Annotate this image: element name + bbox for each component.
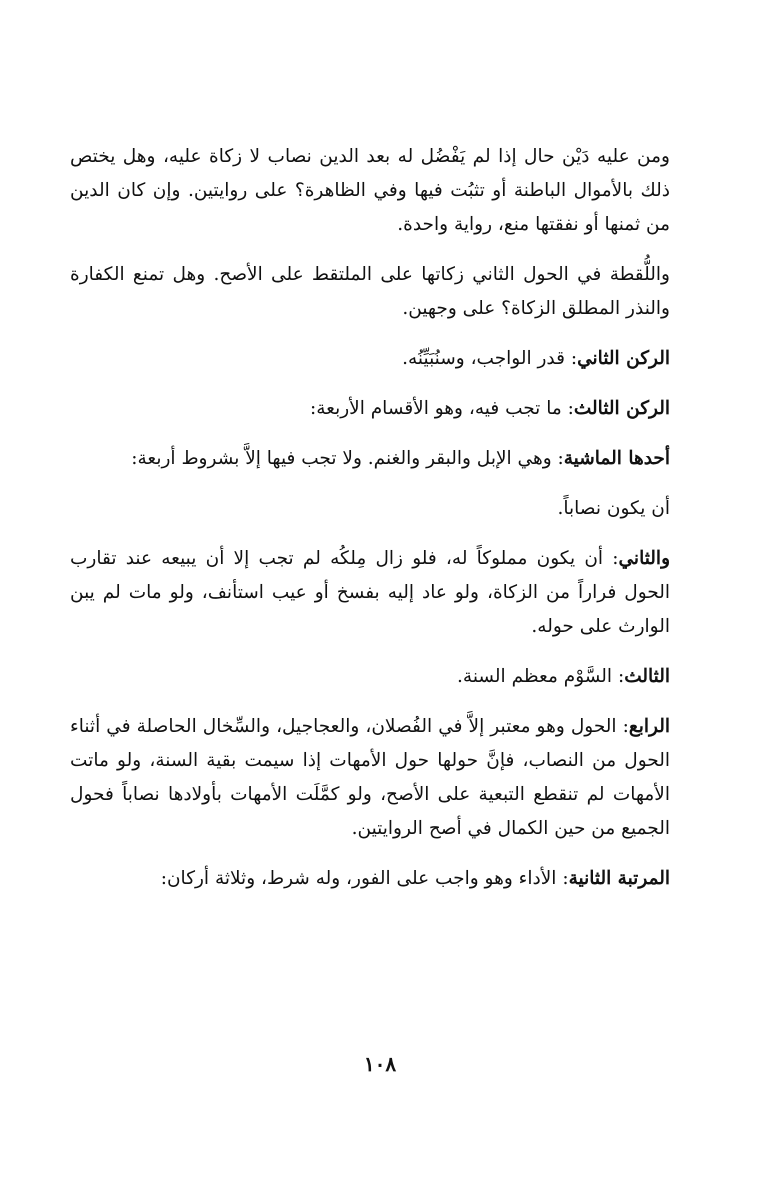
paragraph-label: أحدها الماشية xyxy=(563,448,670,469)
paragraph-text: : الأداء وهو واجب على الفور، وله شرط، وثلاثة أركان: xyxy=(160,868,569,889)
paragraph-text: : الحول وهو معتبر إلاَّ في الفُصلان، والعجاجيل، والسِّخال الحاصلة في أثناء الحول من النصاب، فإنَّ حولها حول الأمهات إذا سيمت بقية السنة، ولو ماتت الأمهات لم تنقطع التبعية على الأصح، ولو كمَّلَت الأمهات بأولادها نصاباً فحول الجميع من حين الكمال في أصح الروايتين. xyxy=(70,716,670,839)
page-body xyxy=(70,140,670,912)
paragraph-luqata xyxy=(70,258,670,326)
paragraph-label: الثالث xyxy=(624,666,670,687)
paragraph-label: الركن الثاني xyxy=(577,348,670,369)
paragraph-label: الرابع xyxy=(628,716,670,737)
paragraph-text: أن يكون نصاباً. xyxy=(557,498,670,519)
page-number: ١٠٨ xyxy=(363,1052,397,1076)
paragraph-text: : ما تجب فيه، وهو الأقسام الأربعة: xyxy=(310,398,574,419)
paragraph-second-pillar xyxy=(70,342,670,376)
paragraph-second-rank xyxy=(70,862,670,896)
paragraph-label: والثاني xyxy=(618,548,670,569)
paragraph-livestock xyxy=(70,442,670,476)
paragraph-debt xyxy=(70,140,670,242)
paragraph-text: : قدر الواجب، وسنُبَيِّنُه. xyxy=(402,348,578,369)
paragraph-ownership xyxy=(70,542,670,644)
paragraph-text: : السَّوْم معظم السنة. xyxy=(457,666,625,687)
paragraph-text: واللُّقطة في الحول الثاني زكاتها على الملتقط على الأصح. وهل تمنع الكفارة والنذر المطلق الزكاة؟ على وجهين. xyxy=(70,264,670,319)
paragraph-grazing xyxy=(70,660,670,694)
paragraph-label: المرتبة الثانية xyxy=(568,868,670,889)
paragraph-text: ومن عليه دَيْن حال إذا لم يَفْضُل له بعد الدين نصاب لا زكاة عليه، وهل يختص ذلك بالأموال الباطنة أو تثبُت فيها وفي الظاهرة؟ على روايتين. وإن كان الدين من ثمنها أو نفقتها منع، رواية واحدة. xyxy=(70,146,670,235)
paragraph-text: : أن يكون مملوكاً له، فلو زال مِلكُه لم تجب إلا أن يبيعه عند تقارب الحول فراراً من الزكاة، ولو عاد إليه بفسخ أو عيب استأنف، ولو مات لم يبن الوارث على حوله. xyxy=(70,548,670,637)
paragraph-hawl xyxy=(70,710,670,846)
paragraph-third-pillar xyxy=(70,392,670,426)
paragraph-label: الركن الثالث xyxy=(573,398,670,419)
paragraph-text: : وهي الإبل والبقر والغنم. ولا تجب فيها إلاَّ بشروط أربعة: xyxy=(131,448,564,469)
paragraph-nisab xyxy=(70,492,670,526)
